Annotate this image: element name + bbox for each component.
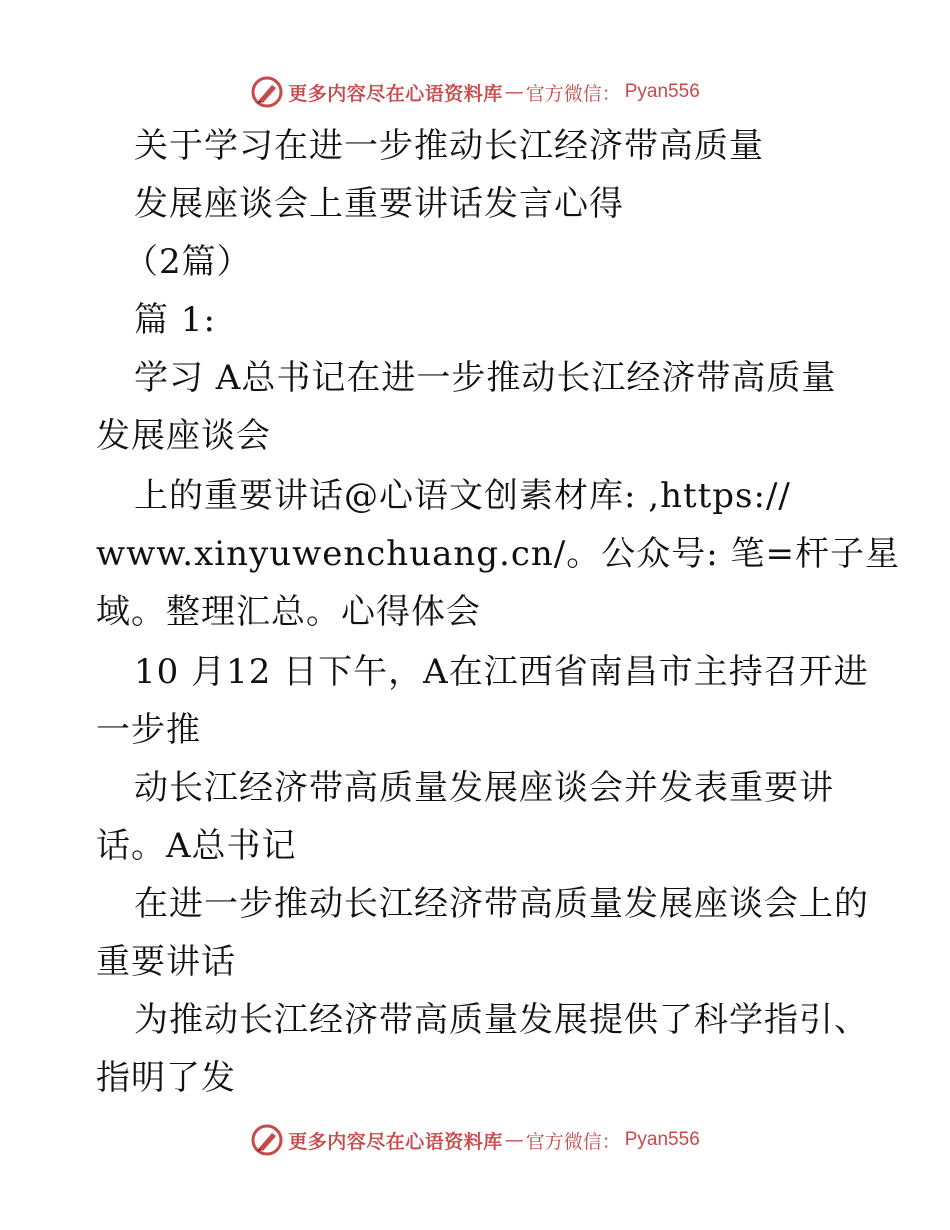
- paragraph-line: 域。整理汇总。心得体会: [96, 592, 481, 632]
- banner-dash: —: [504, 81, 524, 103]
- header-banner: [0, 72, 950, 112]
- paragraph-line: www.xinyuwenchuang.cn/。公众号: 笔=杆子星: [96, 534, 900, 574]
- paragraph-line: 学习 A总书记在进一步推动长江经济带高质量: [134, 358, 837, 398]
- footer-banner: [0, 1120, 950, 1160]
- paragraph-line: 发展座谈会: [96, 416, 271, 456]
- title-line-2: 发展座谈会上重要讲话发言心得: [134, 184, 624, 224]
- banner-main-text: 更多内容尽在心语资料库: [288, 82, 503, 105]
- section-heading: 篇 1:: [134, 300, 216, 340]
- banner-wechat-label: 官方微信：: [525, 1130, 621, 1153]
- paragraph-line: 一步推: [96, 710, 201, 750]
- paragraph-line: 动长江经济带高质量发展座谈会并发表重要讲: [134, 768, 834, 808]
- count-note: （2篇）: [124, 242, 252, 282]
- banner-wechat-id: Pyan556: [624, 81, 700, 102]
- banner-wechat-label: 官方微信：: [525, 82, 621, 105]
- banner-wechat-id: Pyan556: [624, 1129, 700, 1150]
- paragraph-line: 上的重要讲话@心语文创素材库: ,https://: [134, 476, 791, 516]
- banner-main-text: 更多内容尽在心语资料库: [288, 1130, 503, 1153]
- paragraph-line: 话。A总书记: [96, 826, 297, 866]
- paragraph-line: 为推动长江经济带高质量发展提供了科学指引、: [134, 1000, 869, 1040]
- banner-dash: —: [504, 1129, 524, 1151]
- paragraph-line: 10 月12 日下午，A在江西省南昌市主持召开进: [134, 652, 869, 692]
- paragraph-line: 在进一步推动长江经济带高质量发展座谈会上的: [134, 884, 869, 924]
- pen-logo-icon: [250, 1123, 284, 1157]
- title-line-1: 关于学习在进一步推动长江经济带高质量: [134, 126, 764, 166]
- pen-logo-icon: [250, 75, 284, 109]
- paragraph-line: 指明了发: [96, 1058, 236, 1098]
- paragraph-line: 重要讲话: [96, 942, 236, 982]
